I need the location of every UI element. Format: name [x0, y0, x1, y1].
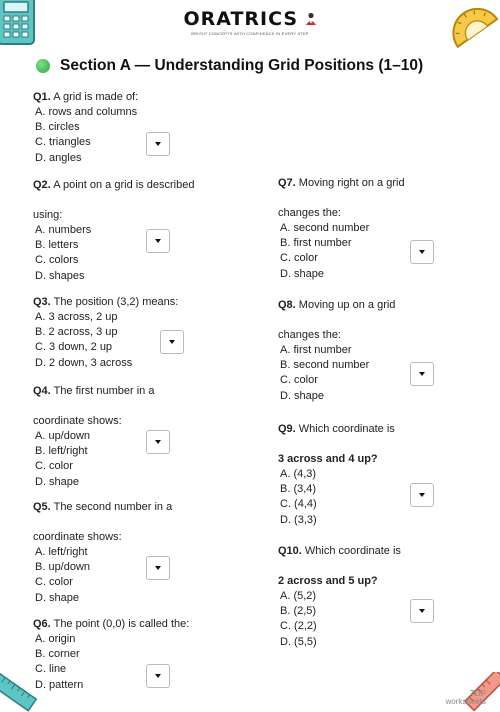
- option-d: D. shape: [35, 475, 80, 488]
- option-a: A. rows and columns: [35, 106, 138, 118]
- question-text: Moving up on a grid: [298, 299, 396, 311]
- option-d: D. angles: [35, 151, 82, 164]
- question-10: [278, 544, 493, 650]
- section-title: [36, 57, 423, 75]
- answer-dropdown-q3[interactable]: [160, 330, 184, 354]
- option-d: D. pattern: [35, 678, 84, 691]
- option-c: C. colors: [35, 254, 79, 267]
- option-a: A. (4,3): [280, 468, 317, 480]
- question-text-cont: changes the:: [278, 207, 341, 219]
- option-b: B. (3,4): [280, 483, 317, 496]
- chevron-down-icon: [169, 340, 175, 344]
- question-5: [33, 500, 248, 606]
- chevron-down-icon: [155, 239, 161, 243]
- answer-dropdown-q6[interactable]: [146, 664, 170, 688]
- question-number: Q8.: [278, 299, 296, 311]
- question-8: [278, 298, 493, 404]
- option-c: C. triangles: [35, 136, 91, 149]
- footer-watermark: [446, 690, 486, 706]
- question-text: Which coordinate is: [298, 423, 395, 435]
- question-7: [278, 176, 493, 282]
- answer-dropdown-q1[interactable]: [146, 132, 170, 156]
- option-a: A. first number: [280, 344, 352, 356]
- question-4: [33, 384, 248, 490]
- option-d: D. shapes: [35, 269, 85, 282]
- option-c: C. line: [35, 663, 67, 676]
- answer-dropdown-q7[interactable]: [410, 240, 434, 264]
- question-text: Which coordinate is: [304, 545, 401, 557]
- question-2: [33, 178, 248, 284]
- option-c: C. (2,2): [280, 620, 317, 633]
- question-number: Q5.: [33, 501, 51, 513]
- option-b: B. second number: [280, 359, 370, 372]
- option-a: A. second number: [280, 222, 370, 234]
- option-a: A. numbers: [35, 224, 92, 236]
- brand-logo: [0, 8, 500, 36]
- answer-dropdown-q9[interactable]: [410, 483, 434, 507]
- question-text-cont: using:: [33, 209, 63, 221]
- question-text: The second number in a: [53, 501, 173, 513]
- option-a: A. (5,2): [280, 590, 317, 602]
- option-d: D. (5,5): [280, 635, 317, 648]
- chevron-down-icon: [419, 250, 425, 254]
- answer-dropdown-q4[interactable]: [146, 430, 170, 454]
- option-d: D. shape: [280, 267, 325, 280]
- logo-tagline: BRIGHT CONCEPTS WITH CONFIDENCE IN EVERY STEP: [191, 31, 309, 36]
- green-dot-icon: [36, 59, 50, 73]
- question-text: A grid is made of:: [53, 91, 139, 103]
- chevron-down-icon: [155, 674, 161, 678]
- option-c: C. (4,4): [280, 498, 317, 511]
- footer-line-2: worksheets: [445, 697, 486, 706]
- question-text-cont: coordinate shows:: [33, 531, 122, 543]
- chevron-down-icon: [155, 566, 161, 570]
- option-b: B. letters: [35, 239, 79, 252]
- question-text: The first number in a: [53, 385, 155, 397]
- question-6: [33, 617, 248, 693]
- chevron-down-icon: [155, 440, 161, 444]
- question-number: Q7.: [278, 177, 296, 189]
- question-number: Q4.: [33, 385, 51, 397]
- option-a: A. 3 across, 2 up: [35, 311, 118, 323]
- option-b: B. (2,5): [280, 605, 317, 618]
- option-a: A. up/down: [35, 430, 91, 442]
- chevron-down-icon: [419, 493, 425, 497]
- option-c: C. color: [35, 576, 73, 589]
- option-b: B. up/down: [35, 561, 91, 574]
- chevron-down-icon: [419, 609, 425, 613]
- question-number: Q10.: [278, 545, 302, 557]
- option-c: C. color: [35, 460, 73, 473]
- question-9: [278, 422, 493, 528]
- question-text: The position (3,2) means:: [53, 296, 179, 308]
- teacher-icon: [305, 12, 317, 26]
- answer-dropdown-q5[interactable]: [146, 556, 170, 580]
- option-a: A. origin: [35, 633, 76, 645]
- question-number: Q9.: [278, 423, 296, 435]
- question-3: [33, 295, 248, 371]
- question-text-cont: changes the:: [278, 329, 341, 341]
- question-number: Q3.: [33, 296, 51, 308]
- option-b: B. circles: [35, 121, 80, 134]
- option-c: C. color: [280, 252, 318, 265]
- option-b: B. corner: [35, 648, 80, 661]
- answer-dropdown-q8[interactable]: [410, 362, 434, 386]
- question-text: The point (0,0) is called the:: [53, 618, 190, 630]
- option-d: D. (3,3): [280, 513, 317, 526]
- option-d: D. shape: [35, 591, 80, 604]
- answer-dropdown-q2[interactable]: [146, 229, 170, 253]
- option-d: D. shape: [280, 389, 325, 402]
- logo-text: ORATRICS: [183, 8, 299, 30]
- option-a: A. left/right: [35, 546, 88, 558]
- option-d: D. 2 down, 3 across: [35, 356, 133, 369]
- question-text: A point on a grid is described: [53, 179, 195, 191]
- question-text-cont: coordinate shows:: [33, 415, 122, 427]
- option-b: B. first number: [280, 237, 352, 250]
- section-title-text: Section A — Understanding Grid Positions (1–10): [60, 57, 424, 74]
- answer-dropdown-q10[interactable]: [410, 599, 434, 623]
- option-c: C. color: [280, 374, 318, 387]
- question-1: [33, 90, 248, 166]
- question-text-cont: 2 across and 5 up?: [278, 575, 378, 587]
- footer-line-1: TOP: [469, 689, 486, 698]
- question-number: Q2.: [33, 179, 51, 191]
- question-text-cont: 3 across and 4 up?: [278, 453, 378, 465]
- question-text: Moving right on a grid: [298, 177, 405, 189]
- chevron-down-icon: [419, 372, 425, 376]
- option-b: B. 2 across, 3 up: [35, 326, 118, 339]
- option-b: B. left/right: [35, 445, 88, 458]
- question-number: Q6.: [33, 618, 51, 630]
- option-c: C. 3 down, 2 up: [35, 341, 113, 354]
- question-number: Q1.: [33, 91, 51, 103]
- chevron-down-icon: [155, 142, 161, 146]
